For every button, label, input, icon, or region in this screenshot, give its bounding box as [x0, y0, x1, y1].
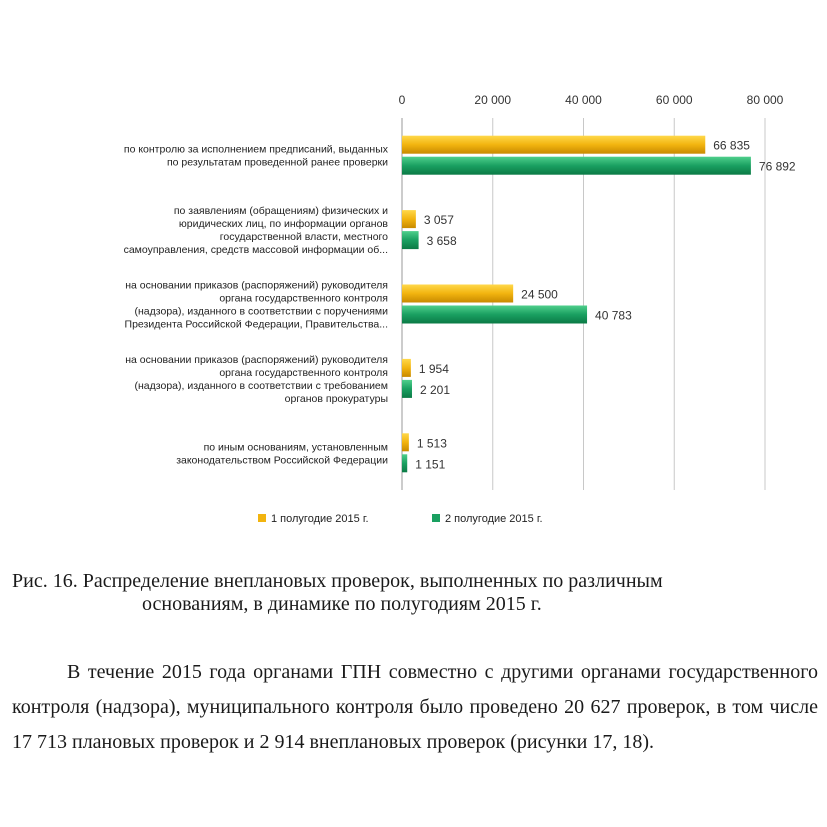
category-label [176, 441, 388, 466]
x-tick-label: 40 000 [565, 93, 602, 107]
bar-value-label: 2 201 [419, 382, 451, 397]
category-label-line: органов прокуратуры [284, 392, 388, 405]
category-label-line: по иным основаниям, установленным [203, 441, 388, 454]
category-label-line: по контролю за исполнением предписаний, выданных [123, 143, 388, 156]
category-label-line: органа государственного контроля [219, 366, 388, 379]
bar-h1 [402, 285, 513, 303]
body-paragraph: В течение 2015 года органами ГПН совместно с другими органами государственного контроля (надзора), муниципального контроля было проведено 20 627 проверок, в том числе 17 713 плановых проверок и 2 914 внеплановых проверок (рисунки 17, 18). [12, 661, 818, 753]
category-label [124, 144, 389, 169]
category-label-line: на основании приказов (распоряжений) руководителя [125, 353, 388, 366]
category-label-line: самоуправления, средств массовой информации об... [123, 244, 388, 257]
bar-value-label: 24 500 [521, 287, 558, 302]
bar-value-label: 1 954 [418, 361, 449, 376]
bar-value-label: 3 658 [426, 234, 457, 249]
category-label-line: государственной власти, местного [219, 231, 388, 244]
figure-caption [12, 570, 812, 616]
legend-swatch [432, 514, 440, 522]
legend-swatch [258, 514, 266, 522]
category-label-line: юридических лиц, по информации органов [178, 218, 388, 231]
x-tick-label: 20 000 [474, 93, 512, 107]
x-tick-label: 80 000 [746, 93, 784, 107]
category-label-line: органа государственного контроля [219, 292, 388, 305]
category-label-line: на основании приказов (распоряжений) руководителя [125, 279, 388, 292]
caption-line-1: Рис. 16. Распределение внеплановых проверок, выполненных по различным [12, 570, 663, 592]
category-label-line: Президента Российской Федерации, Правительства... [124, 318, 388, 331]
category-label-line: (надзора), изданного в соответствии с требованием [134, 379, 388, 392]
category-label [125, 354, 388, 405]
x-tick-label: 60 000 [655, 93, 693, 107]
category-label-line: по результатам проведенной ранее проверки [166, 156, 388, 169]
legend-label: 2 полугодие 2015 г. [445, 513, 543, 525]
bar-value-label: 66 835 [713, 138, 750, 153]
bar-value-label: 76 892 [758, 159, 796, 174]
bar-h2 [402, 306, 587, 324]
x-tick-label: 0 [398, 93, 406, 107]
bar-value-label: 1 151 [415, 457, 446, 472]
bar-h1 [402, 433, 409, 451]
legend-label: 1 полугодие 2015 г. [271, 513, 369, 525]
bar-h2 [402, 231, 419, 249]
bar-h1 [402, 359, 411, 377]
bar-h2 [402, 157, 751, 175]
category-label [124, 205, 389, 256]
category-label [125, 280, 389, 331]
bar-value-label: 1 513 [416, 436, 447, 451]
bar-h1 [402, 210, 416, 228]
bar-value-label: 40 783 [595, 308, 632, 323]
caption-line-2: основаниям, в динамике по полугодиям 2015 г. [142, 593, 542, 615]
category-label-line: законодательством Российской Федерации [176, 454, 388, 467]
category-label-line: (надзора), изданного в соответствии с поручениями [134, 305, 388, 318]
category-label-line: по заявлениям (обращениям) физических и [173, 205, 388, 218]
bar-h2 [402, 380, 412, 398]
bar-h1 [402, 136, 705, 154]
bar-value-label: 3 057 [423, 213, 454, 228]
bar-h2 [402, 454, 407, 472]
